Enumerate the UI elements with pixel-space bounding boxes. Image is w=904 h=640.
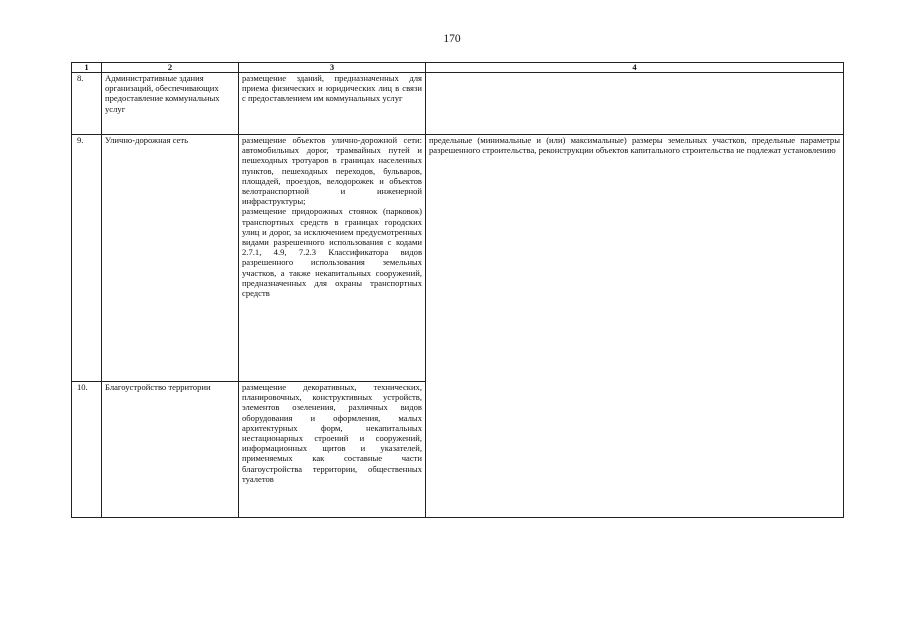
land-use-name: Административные здания организаций, обеспечивающих предоставление коммунальных услуг — [102, 73, 239, 135]
header-col-2: 2 — [102, 63, 239, 73]
land-use-description — [239, 73, 426, 135]
row-number: 8. — [72, 73, 102, 135]
row-number: 10. — [72, 382, 102, 518]
land-use-description — [239, 135, 426, 382]
header-col-1: 1 — [72, 63, 102, 73]
table-row — [72, 73, 844, 135]
table-header-row — [72, 63, 844, 73]
parameters-cell — [426, 73, 844, 135]
description-paragraph: размещение декоративных, технических, планировочных, конструктивных устройств, элементов озеленения, различных видов оборудования и оформления, малых архитектурных форм, некапитальных нестационарных строений и сооружений, информационных щитов и указателей, применяемых как составные части благоустройства территории, общественных туалетов — [242, 382, 422, 484]
description-paragraph: размещение придорожных стоянок (парковок) транспортных средств в границах городских улиц и дорог, за исключением предусмотренных видами разрешенного использования с кодами 2.7.1, 4.9, 7.2.3 Классификатора видов разрешенного использования земельных участков, а также некапитальных сооружений, предназначенных для охраны транспортных средств — [242, 206, 422, 299]
land-use-description — [239, 382, 426, 518]
land-use-name: Благоустройство территории — [102, 382, 239, 518]
description-paragraph: размещение зданий, предназначенных для приема физических и юридических лиц в связи с предоставлением им коммунальных услуг — [242, 73, 422, 104]
table-row — [72, 135, 844, 382]
land-use-name: Улично-дорожная сеть — [102, 135, 239, 382]
row-number: 9. — [72, 135, 102, 382]
header-col-4: 4 — [426, 63, 844, 73]
header-col-3: 3 — [239, 63, 426, 73]
page-number: 170 — [443, 33, 461, 45]
zoning-table — [71, 62, 844, 518]
description-paragraph: размещение объектов улично-дорожной сети: автомобильных дорог, трамвайных путей и пешеходных тротуаров в границах населенных пунктов, пешеходных переходов, бульваров, площадей, проездов, велодорожек и объектов велотранспортной и инженерной инфраструктуры; — [242, 135, 422, 207]
parameters-cell: предельные (минимальные и (или) максимальные) размеры земельных участков, предельные параметры разрешенного строительства, реконструкции объектов капитального строительства не подлежат установлению — [426, 135, 844, 518]
